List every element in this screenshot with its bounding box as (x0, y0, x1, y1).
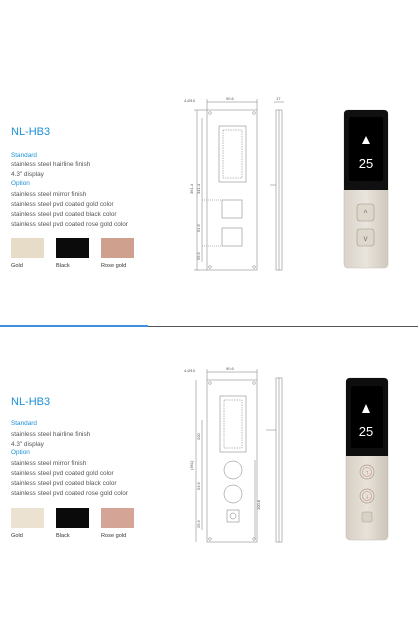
product-title: NL-HB3 (11, 396, 51, 408)
standard-item: 4.3" display (11, 441, 44, 448)
swatch-label: Gold (11, 533, 23, 539)
standard-heading: Standard (11, 152, 37, 159)
dim-label: (361) (189, 460, 194, 470)
button-cutout-down (224, 485, 242, 503)
arrow-down-button-icon: ↓ (365, 494, 369, 501)
dim-label: 29.9 (196, 520, 201, 528)
option-item: stainless steel mirror finish (11, 460, 87, 467)
technical-drawing (180, 90, 300, 275)
dim-label: 4-Ø10 (184, 98, 196, 103)
dim-label: 53.6 (196, 482, 201, 490)
option-item: stainless steel pvd coated gold color (11, 470, 114, 477)
swatch-gold (11, 238, 44, 258)
swatch-rose-gold (101, 238, 134, 258)
standard-item: 4.3" display (11, 171, 44, 178)
product-section-2 (0, 320, 418, 640)
button-cutout-down (222, 228, 242, 246)
standard-heading: Standard (11, 420, 37, 427)
dim-label: 51.6 (196, 224, 201, 232)
product-title: NL-HB3 (11, 126, 51, 138)
option-heading: Option (11, 449, 30, 456)
option-item: stainless steel pvd coated black color (11, 211, 117, 218)
dim-label: 55.5 (196, 252, 201, 260)
dim-label: 17 (276, 96, 281, 101)
option-item: stainless steel pvd coated rose gold color (11, 490, 128, 497)
swatch-black (56, 508, 89, 528)
dim-label: 4-Ø10 (184, 368, 196, 373)
dim-label: 90.6 (226, 96, 234, 101)
dim-label: 200 (196, 433, 201, 440)
button-cutout-up (224, 461, 242, 479)
dim-label: 90.6 (226, 366, 234, 371)
button-cutout-up (222, 200, 242, 218)
standard-item: stainless steel hairline finish (11, 161, 91, 168)
floor-display: 25 (358, 156, 374, 171)
product-photo (335, 372, 397, 544)
product-photo (335, 100, 397, 272)
standard-item: stainless steel hairline finish (11, 431, 91, 438)
swatch-black (56, 238, 89, 258)
dim-label: 100.8 (256, 499, 261, 510)
option-item: stainless steel pvd coated rose gold color (11, 221, 128, 228)
dim-label: 361.4 (189, 183, 194, 194)
swatch-label: Rose gold (101, 263, 127, 269)
arrow-up-button-icon: ↑ (365, 470, 369, 477)
swatch-rose-gold (101, 508, 134, 528)
lock-cutout (227, 510, 239, 522)
chevron-down-icon: v (363, 234, 368, 243)
dim-label: 341.4 (196, 183, 201, 194)
swatch-label: Gold (11, 263, 23, 269)
floor-display: 25 (358, 424, 374, 439)
option-item: stainless steel pvd coated gold color (11, 201, 114, 208)
swatch-label: Black (56, 533, 70, 539)
swatch-label: Black (56, 263, 70, 269)
option-heading: Option (11, 180, 30, 187)
swatch-gold (11, 508, 44, 528)
option-item: stainless steel pvd coated black color (11, 480, 117, 487)
option-item: stainless steel mirror finish (11, 191, 87, 198)
key-lock-icon (362, 512, 372, 522)
chevron-up-icon: ^ (363, 209, 368, 218)
swatch-label: Rose gold (101, 533, 127, 539)
technical-drawing (180, 360, 300, 550)
